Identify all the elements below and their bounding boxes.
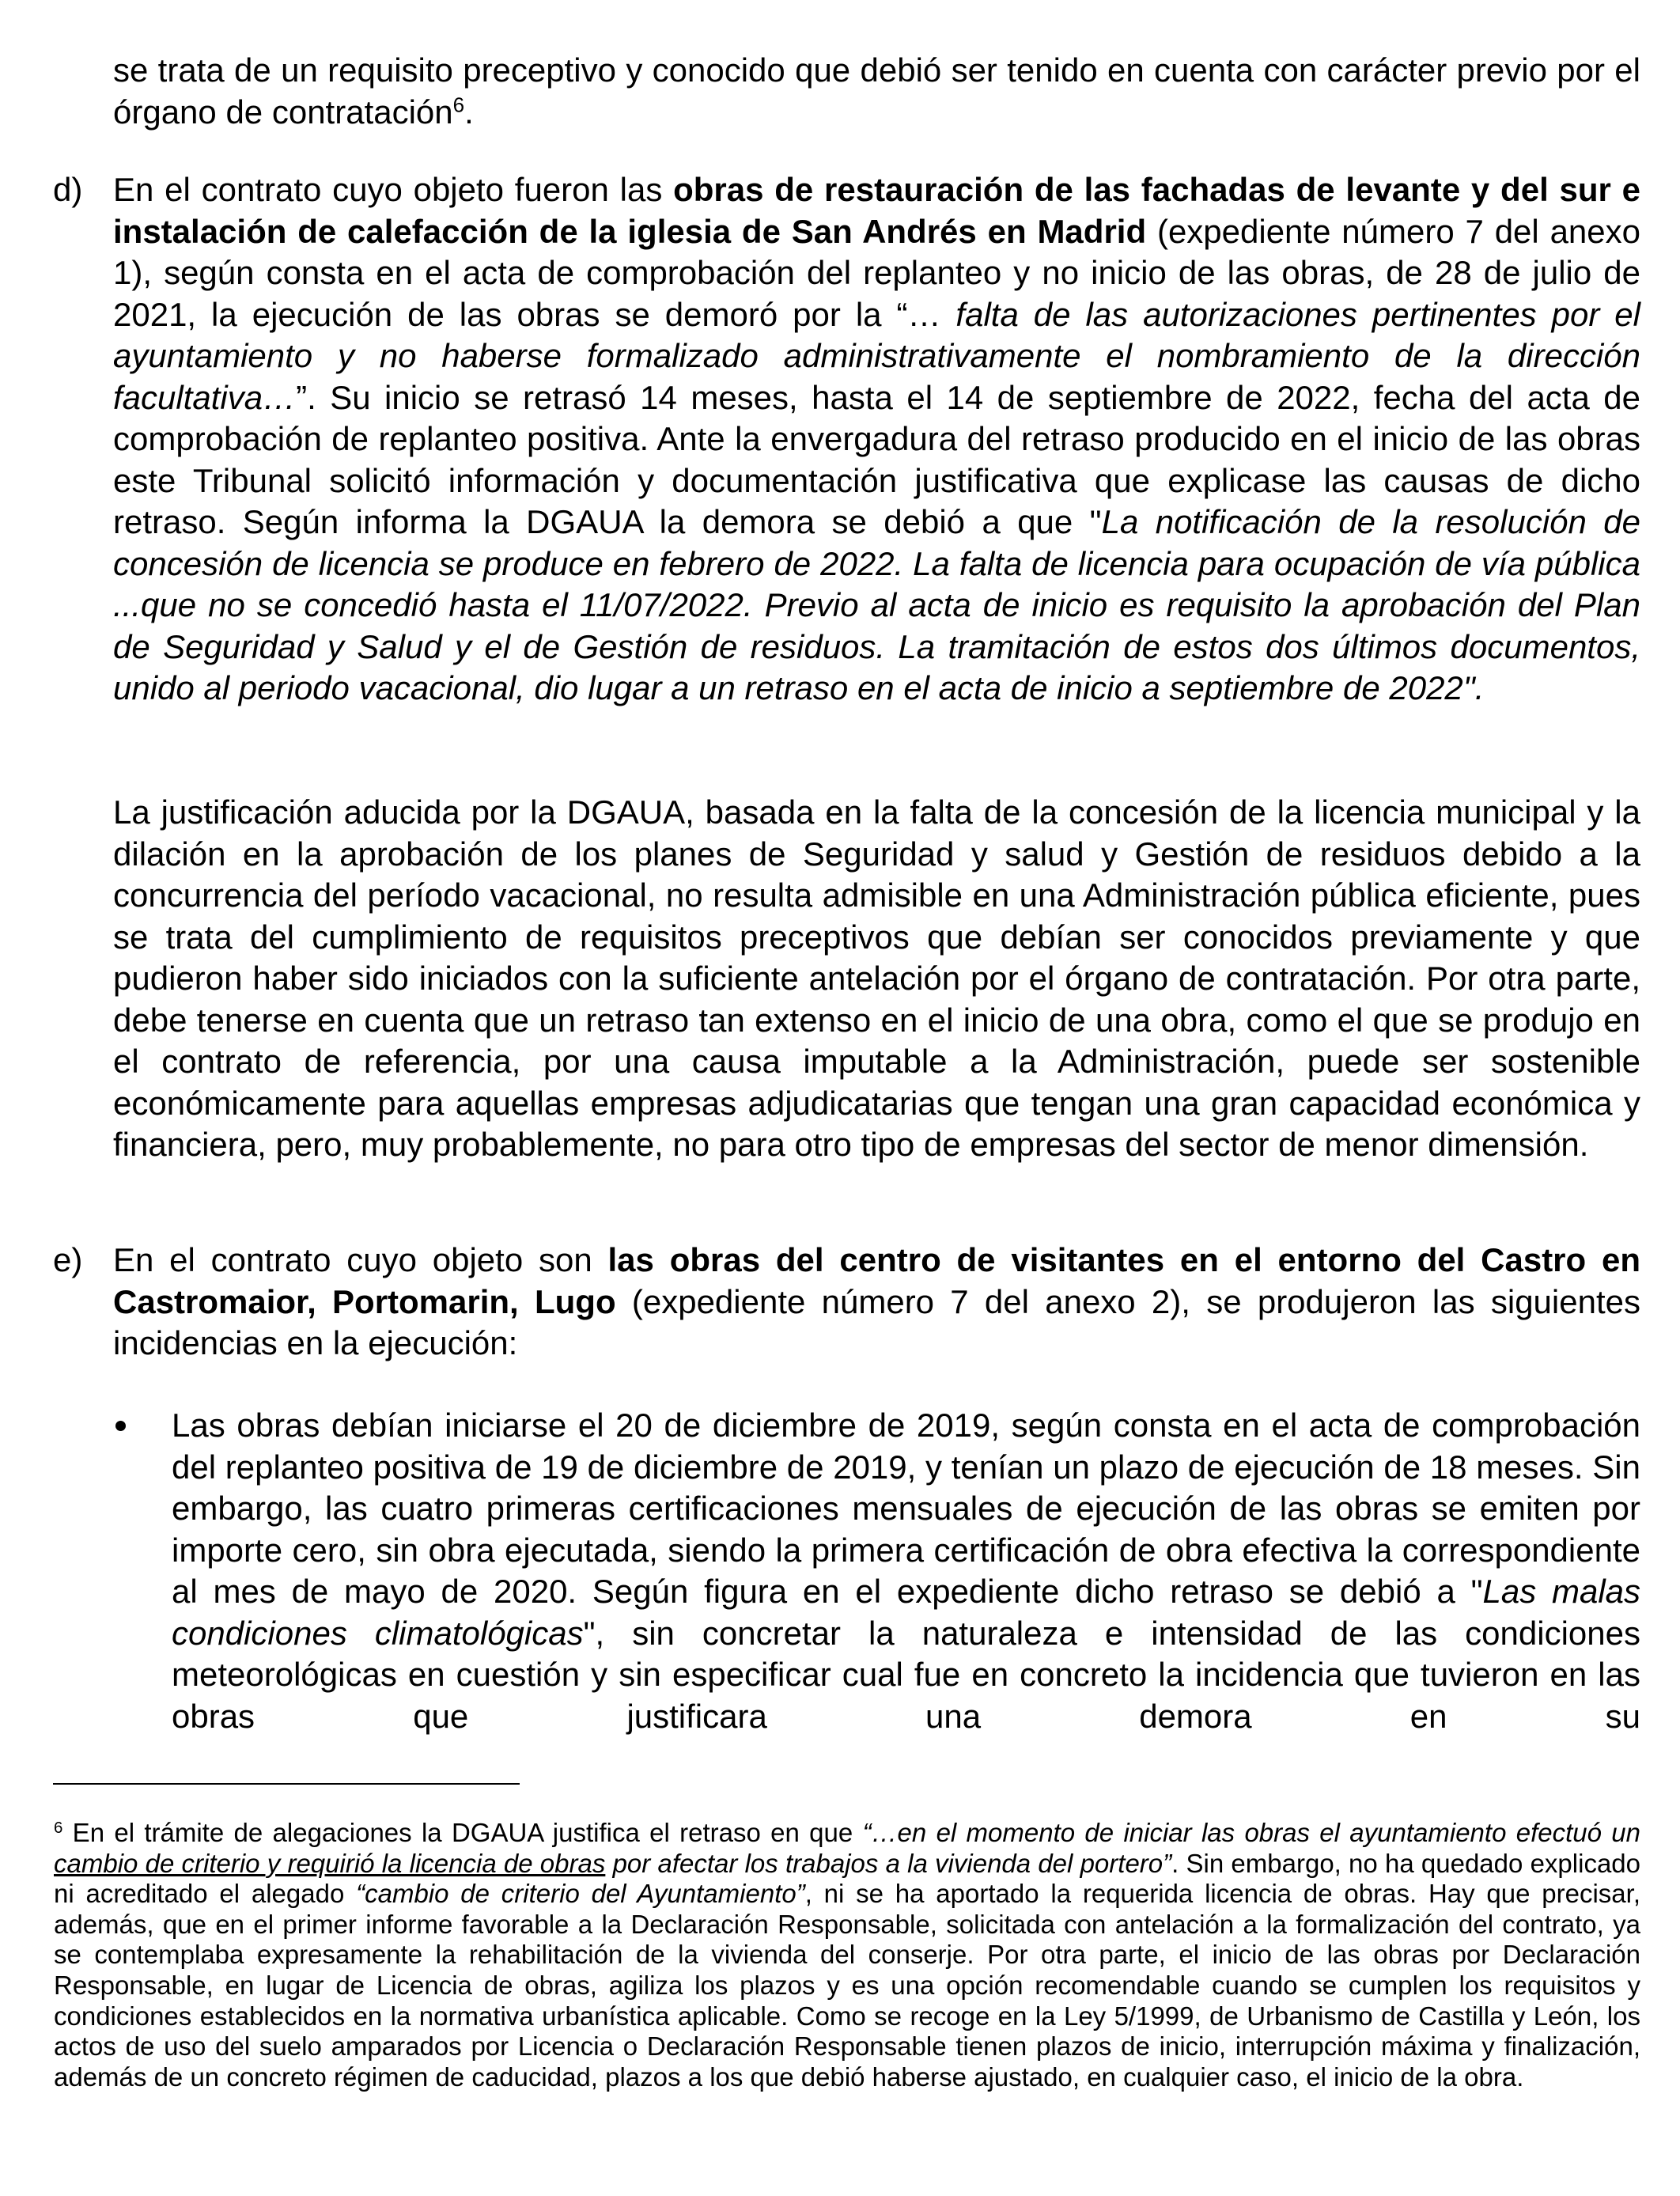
- text-segment: La justificación aducida por la DGAUA, basada en la falta de la concesión de la licencia municipal y la dilación en la aprobación de los planes de Seguridad y salud y Gestión de residuos debido a la concurrencia del período vacacional, no resulta admisible en una Administración pública eficiente, pues se trata del cumplimiento de requisitos preceptivos que debían ser conocidos previamente y que pudieron haber sido iniciados con la suficiente antelación por el órgano de contratación. Por otra parte, debe tenerse en cuenta que un retraso tan extenso en el inicio de una obra, como el que se produjo en el contrato de referencia, por una causa imputable a la Administración, puede ser sostenible económicamente para aquellas empresas adjudicatarias que tengan una gran capacidad económica y financiera, pero, muy probablemente, no para otro tipo de empresas del sector de menor dimensión.: [113, 793, 1640, 1163]
- item-label-d: d): [53, 171, 83, 208]
- item-e-paragraph: [113, 1240, 1640, 1365]
- paragraph-continued: [113, 50, 1640, 133]
- footnote-separator: [53, 1783, 520, 1785]
- text-segment: falta de las autorizaciones pertinentes por el ayuntamiento y no haberse formalizado administrativamente el nombramiento de la dirección facultativa…: [113, 295, 1640, 416]
- text-segment: por afectar los trabajos a la vivienda del portero”: [605, 1848, 1172, 1878]
- text-segment: obras de restauración de las fachadas de levante y del sur e instalación de calefacción de la iglesia de San Andrés en Madrid: [113, 171, 1640, 250]
- text-segment: (expediente número 7 del anexo 2), se produjeron las siguientes incidencias en la ejecución:: [113, 1282, 1640, 1361]
- item-d-justification-paragraph: [113, 792, 1640, 1166]
- footnote-reference: 6: [452, 93, 465, 117]
- text-segment: “cambio de criterio del Ayuntamiento”: [356, 1879, 805, 1909]
- text-segment: “…en el momento de iniciar las obras el ayuntamiento efectuó un: [862, 1818, 1640, 1847]
- item-e-bullet-paragraph: [172, 1405, 1640, 1737]
- text-segment: En el trámite de alegaciones la DGAUA justifica el retraso en que: [62, 1818, 863, 1847]
- footnote-reference: 6: [54, 1818, 63, 1837]
- text-segment: ", sin concretar la naturaleza e intensidad de las condiciones meteorológicas en cuestión y sin especificar cual fue en concreto la incidencia que tuvieron en las obras que justificara una demora en su: [172, 1614, 1640, 1735]
- text-segment: En el contrato cuyo objeto son: [113, 1241, 608, 1278]
- text-segment: La notificación de la resolución de concesión de licencia se produce en febrero de 2022. La falta de licencia para ocupación de vía pública ...que no se concedió hasta el 11/07/2022. Previo al acta de inicio es requisito la aprobación del Plan de Seguridad y Salud y el de Gestión de residuos. La tramitación de estos dos últimos documentos, unido al periodo vacacional, dio lugar a un retraso en el acta de inicio a septiembre de 2022".: [113, 503, 1641, 706]
- text-segment: . Sin embargo, no ha quedado explicado ni acreditado el alegado: [54, 1848, 1640, 1909]
- bullet-icon: [115, 1421, 126, 1431]
- text-segment: Las obras debían iniciarse el 20 de diciembre de 2019, según consta en el acta de comprobación del replanteo positiva de 19 de diciembre de 2019, y tenían un plazo de ejecución de 18 meses. Sin embargo, las cuatro primeras certificaciones mensuales de ejecución de las obras se emiten por importe cero, sin obra ejecutada, siendo la primera certificación de obra efectiva la correspondiente al mes de mayo de 2020. Según figura en el expediente dicho retraso se debió a ": [172, 1407, 1640, 1610]
- text-segment: En el contrato cuyo objeto fueron las: [113, 171, 674, 208]
- text-segment: , ni se ha aportado la requerida licencia de obras. Hay que precisar, además, que en el primer informe favorable a la Declaración Responsable, solicitada con antelación a la formalización del contrato, ya se contemplaba expresamente la rehabilitación de la vivienda del conserje. Por otra parte, el inicio de las obras por Declaración Responsable, en lugar de Licencia de obras, agiliza los plazos y es una opción recomendable cuando se cumplen los requisitos y condiciones establecidos en la normativa urbanística aplicable. Como se recoge en la Ley 5/1999, de Urbanismo de Castilla y León, los actos de uso del suelo amparados por Licencia o Declaración Responsable tienen plazos de inicio, interrupción máxima y finalización, además de un concreto régimen de caducidad, plazos a los que debió haberse ajustado, en cualquier caso, el inicio de la obra.: [54, 1879, 1640, 2092]
- text-segment: cambio de criterio y requirió la licencia de obras: [54, 1848, 606, 1878]
- text-segment: las obras del centro de visitantes en el entorno del Castro en Castromaior, Portomarin, Lugo: [113, 1241, 1641, 1320]
- text-segment: se trata de un requisito preceptivo y conocido que debió ser tenido en cuenta con carácter previo por el órgano de contratación: [113, 51, 1640, 131]
- item-label-e: e): [53, 1241, 83, 1278]
- text-segment: (expediente número 7 del anexo 1), según consta en el acta de comprobación del replanteo y no inicio de las obras, de 28 de julio de 2021, la ejecución de las obras se demoró por la “…: [113, 212, 1641, 333]
- text-segment: ”. Su inicio se retrasó 14 meses, hasta el 14 de septiembre de 2022, fecha del acta de comprobación de replanteo positiva. Ante la envergadura del retraso producido en el inicio de las obras este Tribunal solicitó información y documentación justificativa que explicase las causas de dicho retraso. Según informa la DGAUA la demora se debió a que ": [113, 378, 1640, 540]
- text-segment: .: [464, 93, 474, 131]
- item-d-paragraph: [113, 169, 1640, 710]
- text-segment: Las malas condiciones climatológicas: [172, 1573, 1641, 1652]
- footnote-6: [54, 1818, 1640, 2092]
